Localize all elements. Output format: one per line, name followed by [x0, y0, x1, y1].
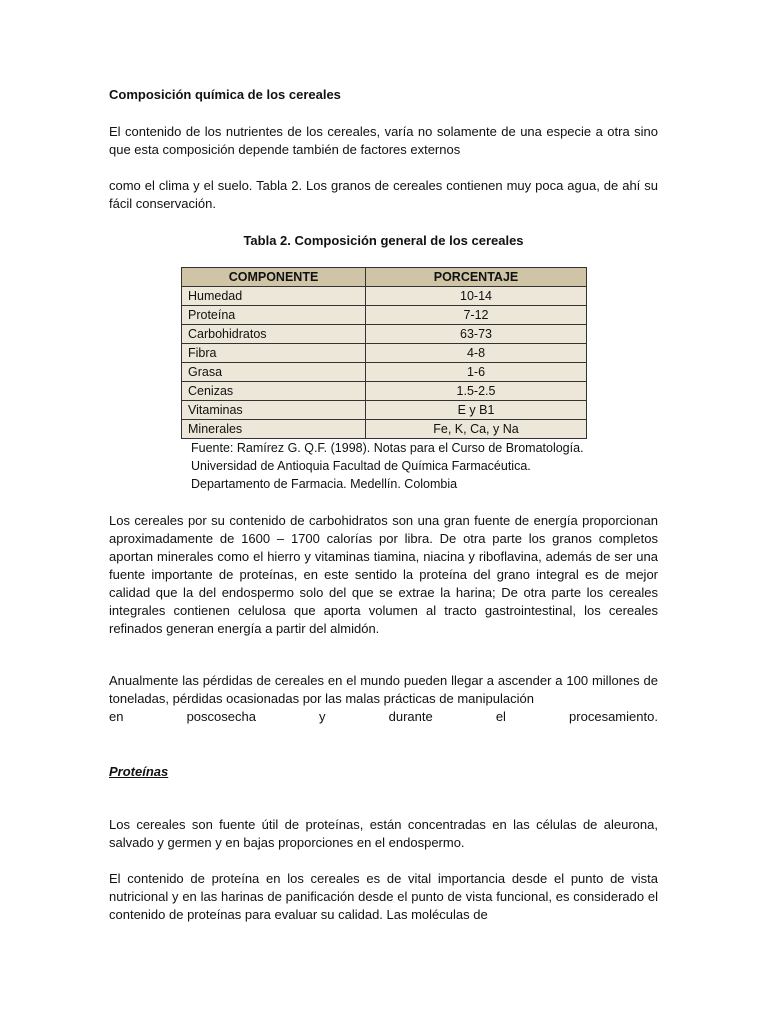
- intro-paragraph: El contenido de los nutrientes de los cereales, varía no solamente de una especie a otra sino que esta composición depende también de factores externos: [109, 124, 658, 157]
- percentage-cell: 10-14: [366, 287, 587, 306]
- table-row: [182, 420, 587, 439]
- proteinas-source-paragraph: Los cereales son fuente útil de proteínas, están concentradas en las células de aleurona, salvado y germen y en bajas proporciones en el endospermo.: [109, 817, 658, 850]
- table-source: [191, 439, 658, 493]
- column-header-porcentaje: PORCENTAJE: [366, 268, 587, 287]
- percentage-cell: 4-8: [366, 344, 587, 363]
- source-line: Universidad de Antioquia Facultad de Química Farmacéutica.: [191, 459, 531, 473]
- table-caption: Tabla 2. Composición general de los cereales: [243, 233, 524, 248]
- component-cell: Vitaminas: [182, 401, 366, 420]
- percentage-cell: 1.5-2.5: [366, 382, 587, 401]
- losses-word: poscosecha: [186, 709, 256, 724]
- losses-word: en: [109, 709, 124, 724]
- losses-word: durante: [388, 709, 433, 724]
- losses-paragraph-last-line: [109, 708, 658, 726]
- source-line: Departamento de Farmacia. Medellín. Colombia: [191, 477, 458, 491]
- percentage-cell: 7-12: [366, 306, 587, 325]
- losses-word: procesamiento.: [569, 709, 658, 724]
- component-cell: Carbohidratos: [182, 325, 366, 344]
- percentage-cell: 63-73: [366, 325, 587, 344]
- losses-word: el: [495, 709, 506, 724]
- table-header-row: [182, 268, 587, 287]
- proteinas-heading: Proteínas: [109, 764, 169, 779]
- losses-word: y: [319, 709, 326, 724]
- losses-paragraph: [109, 672, 658, 726]
- document-page: [109, 86, 658, 924]
- document-title: Composición química de los cereales: [109, 87, 341, 102]
- component-cell: Grasa: [182, 363, 366, 382]
- table-row: [182, 382, 587, 401]
- table-row: [182, 363, 587, 382]
- source-line: Fuente: Ramírez G. Q.F. (1998). Notas para el Curso de Bromatología.: [191, 441, 584, 455]
- column-header-componente: COMPONENTE: [182, 268, 366, 287]
- component-cell: Minerales: [182, 420, 366, 439]
- clima-paragraph: como el clima y el suelo. Tabla 2. Los granos de cereales contienen muy poca agua, de ahí su fácil conservación.: [109, 178, 658, 211]
- losses-paragraph-body: Anualmente las pérdidas de cereales en el mundo pueden llegar a ascender a 100 millones de toneladas, pérdidas ocasionadas por las malas prácticas de manipulación: [109, 673, 658, 706]
- percentage-cell: 1-6: [366, 363, 587, 382]
- table-row: [182, 344, 587, 363]
- table-row: [182, 306, 587, 325]
- percentage-cell: Fe, K, Ca, y Na: [366, 420, 587, 439]
- percentage-cell: E y B1: [366, 401, 587, 420]
- composition-table: [181, 267, 587, 439]
- proteinas-content-paragraph: El contenido de proteína en los cereales es de vital importancia desde el punto de vista nutricional y en las harinas de panificación desde el punto de vista funcional, es considerado el contenido de proteínas para evaluar su calidad. Las moléculas de: [109, 871, 658, 922]
- cereales-energy-paragraph: Los cereales por su contenido de carbohidratos son una gran fuente de energía proporcionan aproximadamente de 1600 – 1700 calorías por libra. De otra parte los granos completos aportan minerales como el hierro y vitaminas tiamina, niacina y riboflavina, además de ser una fuente importante de proteínas, en este sentido la proteína del grano integral es de mejor calidad que la del endospermo solo del que se extrae la harina; De otra parte los cereales integrales contienen celulosa que aporta volumen al tracto gastrointestinal, los cereales refinados generan energía a partir del almidón.: [109, 513, 658, 636]
- component-cell: Humedad: [182, 287, 366, 306]
- component-cell: Proteína: [182, 306, 366, 325]
- component-cell: Fibra: [182, 344, 366, 363]
- component-cell: Cenizas: [182, 382, 366, 401]
- table-row: [182, 287, 587, 306]
- table-row: [182, 325, 587, 344]
- table-row: [182, 401, 587, 420]
